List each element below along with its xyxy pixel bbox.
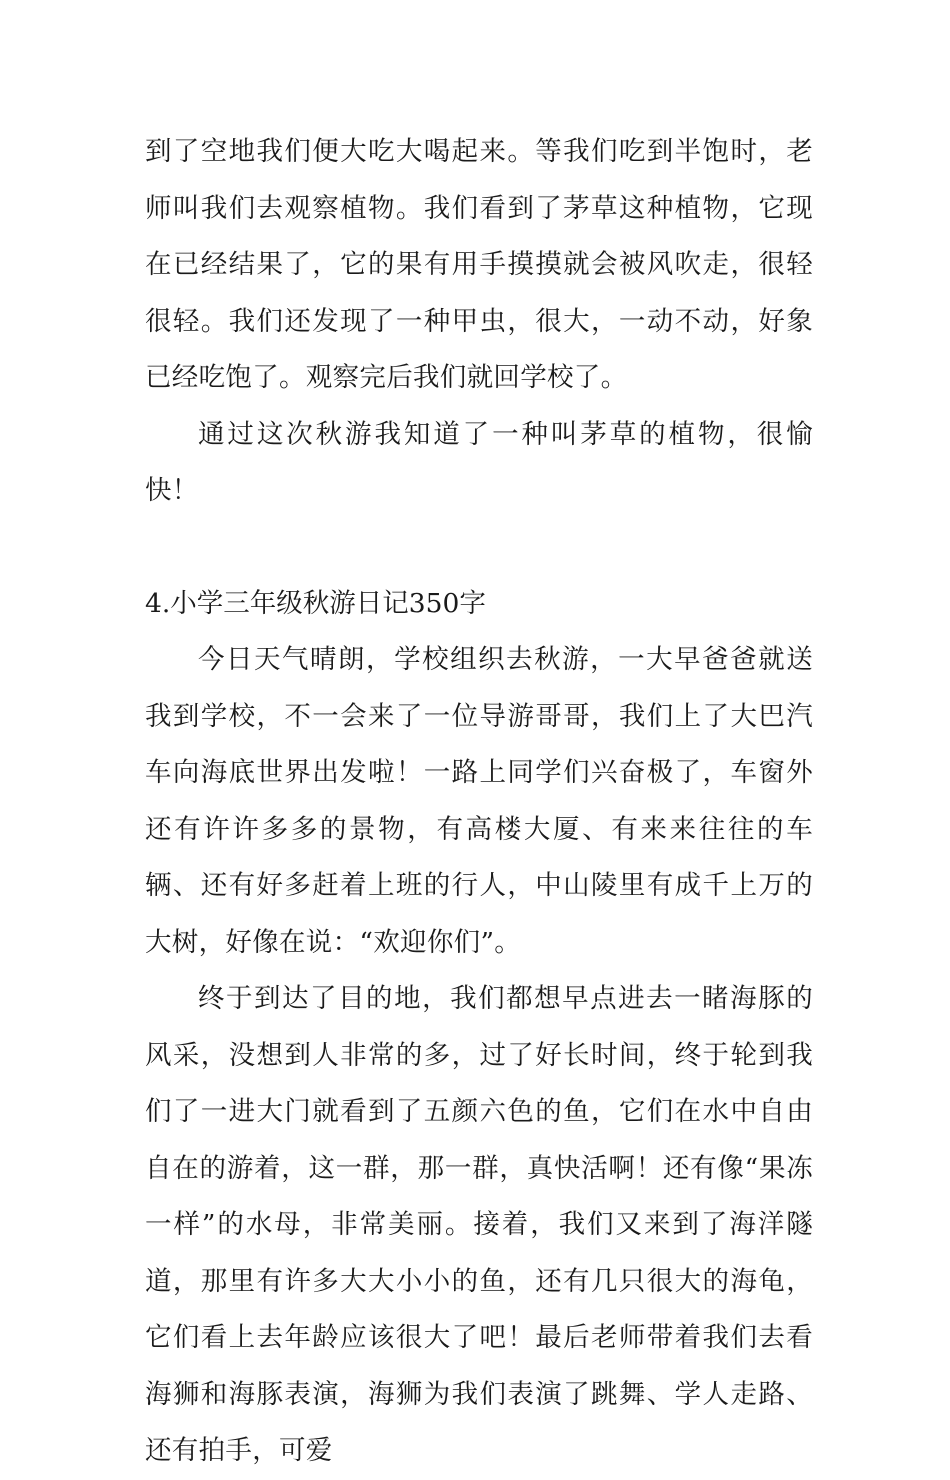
paragraph-continued: 到了空地我们便大吃大喝起来。等我们吃到半饱时，老师叫我们去观察植物。我们看到了茅草这种植物，它现在已经结果了，它的果有用手摸摸就会被风吹走，很轻很轻。我们还发现了一种甲虫，很大，一动不动，好象已经吃饱了。观察完后我们就回学校了。 [145, 136, 813, 393]
paragraph-conclusion: 通过这次秋游我知道了一种叫茅草的植物，很愉快！ [145, 418, 813, 506]
section-heading: 4.小学三年级秋游日记350字 [145, 587, 486, 619]
paragraph-body: 终于到达了目的地，我们都想早点进去一睹海豚的风采，没想到人非常的多，过了好长时间，终于轮到我们了一进大门就看到了五颜六色的鱼，它们在水中自由自在的游着，这一群，那一群，真快活啊！还有像“果冻一样”的水母，非常美丽。接着，我们又来到了海洋隧道，那里有许多大大小小的鱼，还有几只很大的海龟，它们看上去年龄应该很大了吧！最后老师带着我们去看海狮和海豚表演，海狮为我们表演了跳舞、学人走路、还有拍手，可爱 [145, 983, 814, 1466]
document-page [145, 124, 813, 1480]
paragraph-intro: 今日天气晴朗，学校组织去秋游，一大早爸爸就送我到学校，不一会来了一位导游哥哥，我们上了大巴汽车向海底世界出发啦！一路上同学们兴奋极了，车窗外还有许许多多的景物，有高楼大厦、有来来往往的车辆、还有好多赶着上班的行人，中山陵里有成千上万的大树，好像在说：“欢迎你们”。 [145, 644, 813, 958]
